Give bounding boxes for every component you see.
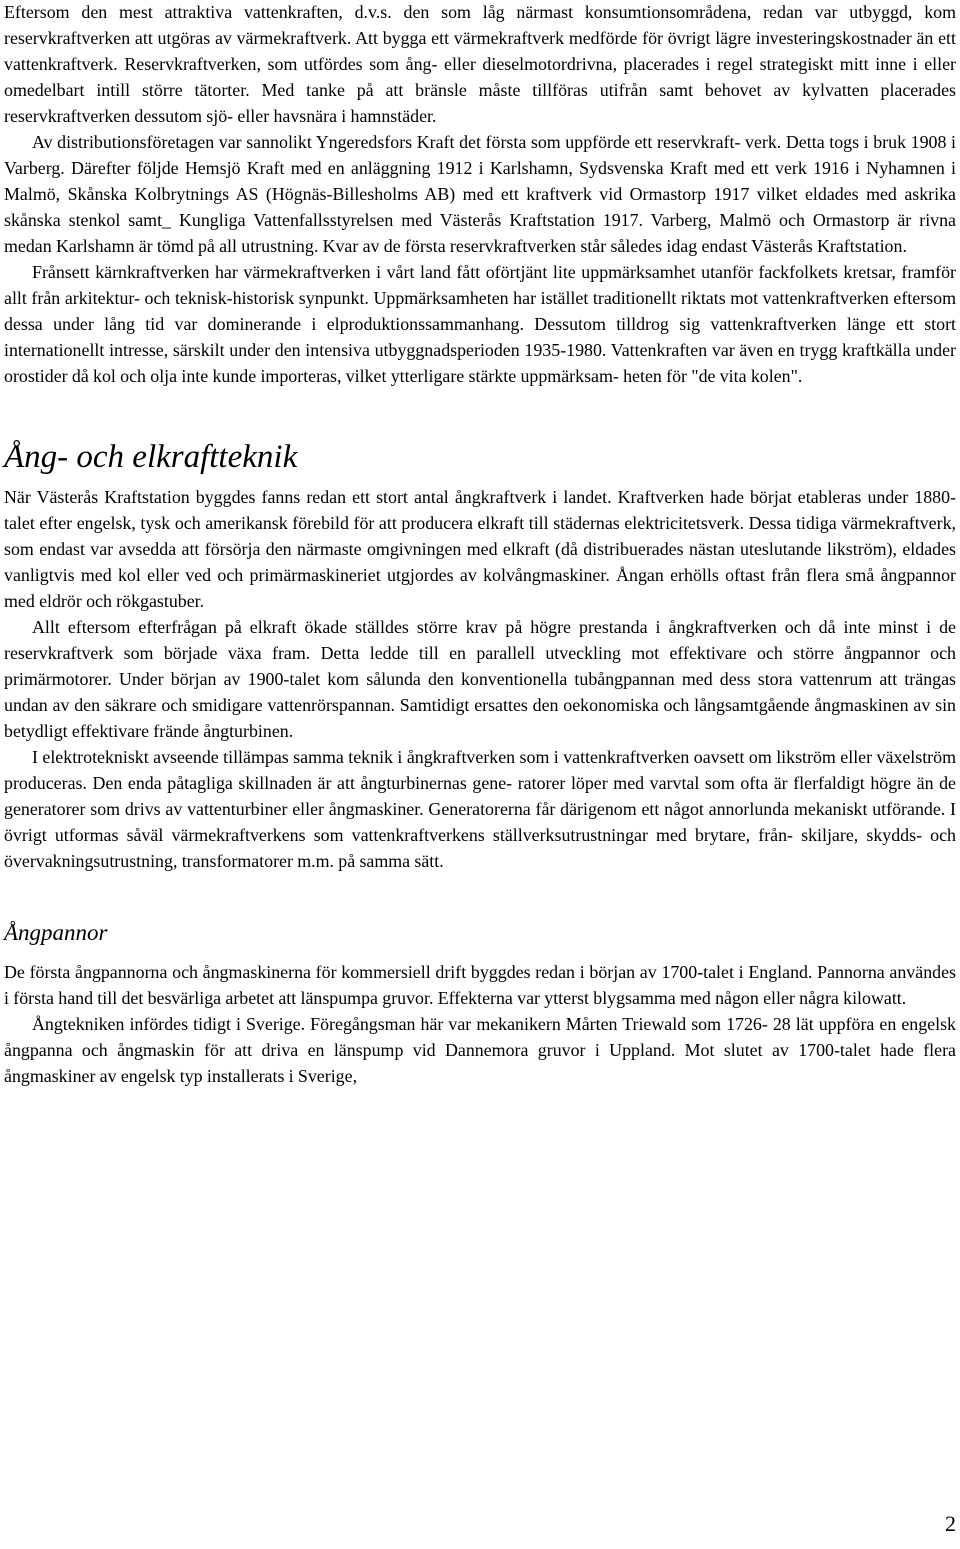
subsection-block xyxy=(4,959,956,1089)
section-paragraph-2: Allt eftersom efterfrågan på elkraft ökade ställdes större krav på högre prestanda i ångkraftverken och då inte minst i de reservkraftverk som började växa fram. Detta ledde till en parallell utveckling mot effektivare och större ångpannor och primärmotorer. Under början av 1900-talet kom sålunda den konventionella tubångpannan med dess stora vattenrum att trängas undan av den säkrare och smidigare vattenrörspannan. Samtidigt ersattes den oekonomiska och långsamtgående ångmaskinen av sin betydligt effektivare frände ångturbinen. xyxy=(4,617,956,741)
section-paragraph-3: I elektrotekniskt avseende tillämpas samma teknik i ångkraftverken som i vattenkraftverken oavsett om likström eller växelström produceras. Den enda påtagliga skillnaden är att ångturbinernas gene- ratorer löper med varvtal som ofta är flerfaldigt högre än de generatorer som drivs av vattenturbiner eller ångmaskiner. Generatorerna får därigenom ett något annorlunda mekaniskt utförande. I övrigt utformas såväl värmekraftverkens som vattenkraftverkens ställverksutrustningar med brytare, från- skiljare, skydds- och övervakningsutrustning, transformatorer m.m. på samma sätt. xyxy=(4,747,956,871)
intro-paragraph-2: Av distributionsföretagen var sannolikt Yngeredsfors Kraft det första som uppförde ett reservkraft- verk. Detta togs i bruk 1908 i Varberg. Därefter följde Hemsjö Kraft med en anläggning 1912 i Karlshamn, Sydsvenska Kraft med ett verk 1916 i Nyhamnen i Malmö, Skånska Kolbrytnings AS (Högnäs-Billesholms AB) med ett kraftverk vid Ormastorp 1917 vilket eldades med askrika skånska stenkol samt_ Kungliga Vattenfallsstyrelsen med Västerås Kraftstation 1917. Varberg, Malmö och Ormastorp är rivna medan Karlshamn är tömd på all utrustning. Kvar av de första reservkraftverken står således idag endast Västerås Kraftstation. xyxy=(4,132,956,256)
section-block xyxy=(4,484,956,874)
section-paragraph-1: När Västerås Kraftstation byggdes fanns redan ett stort antal ångkraftverk i landet. Kraftverken hade börjat etableras under 1880-talet efter engelsk, tysk och amerikansk förebild för att producera elkraft till städernas elektricitetsverk. Dessa tidiga värmekraftverk, som endast var avsedda att försörja den närmaste omgivningen med elkraft (då distribuerades nästan uteslutande likström), eldades vanligtvis med kol eller ved och primärmaskineriet utgjordes av kolvångmaskiner. Ångan erhölls oftast från flera små ångpannor med eldrör och rökgastuber. xyxy=(4,487,956,611)
page-number: 2 xyxy=(945,1511,956,1536)
subsection-heading: Ångpannor xyxy=(4,920,108,945)
intro-paragraph-1: Eftersom den mest attraktiva vattenkraften, d.v.s. den som låg närmast konsumtionsområdena, redan var utbyggd, kom reservkraftverken att utgöras av värmekraftverk. Att bygga ett värmekraftverk medförde för övrigt lägre investeringskostnader än ett vattenkraftverk. Reservkraftverken, som utfördes som ång- eller dieselmotordrivna, placerades i regel strategiskt mitt inne i eller omedelbart intill större tätorter. Med tanke på att bränsle måste tillföras utifrån samt behovet av kylvatten placerades reservkraftverken dessutom sjö- eller havsnära i hamnstäder. xyxy=(4,2,956,126)
subsection-paragraph-2: Ångtekniken infördes tidigt i Sverige. Föregångsman här var mekanikern Mårten Triewald som 1726- 28 lät uppföra en engelsk ångpanna och ångmaskin för att driva en länspump vid Dannemora gruvor i Uppland. Mot slutet av 1700-talet hade flera ångmaskiner av engelsk typ installerats i Sverige, xyxy=(4,1014,956,1086)
intro-paragraph-3: Frånsett kärnkraftverken har värmekraftverken i vårt land fått oförtjänt lite uppmärksamhet utanför fackfolkets kretsar, framför allt från arkitektur- och teknisk-historisk synpunkt. Uppmärksamheten har istället traditionellt riktats mot vattenkraftverken eftersom dessa under lång tid var dominerande i elproduktionssammanhang. Dessutom tilldrog sig vattenkraftverken länge ett stort internationellt intresse, särskilt under den intensiva utbyggnadsperioden 1935-1980. Vattenkraften var även en trygg kraftkälla under orostider då kol och olja inte kunde importeras, vilket ytterligare stärkte uppmärksam- heten för "de vita kolen". xyxy=(4,262,956,386)
subsection-paragraph-1: De första ångpannorna och ångmaskinerna för kommersiell drift byggdes redan i början av 1700-talet i England. Pannorna användes i första hand till det besvärliga arbetet att länspumpa gruvor. Effekterna var ytterst blygsamma med någon eller några kilowatt. xyxy=(4,962,956,1008)
intro-block xyxy=(4,0,956,389)
section-heading: Ång- och elkraftteknik xyxy=(4,439,298,475)
